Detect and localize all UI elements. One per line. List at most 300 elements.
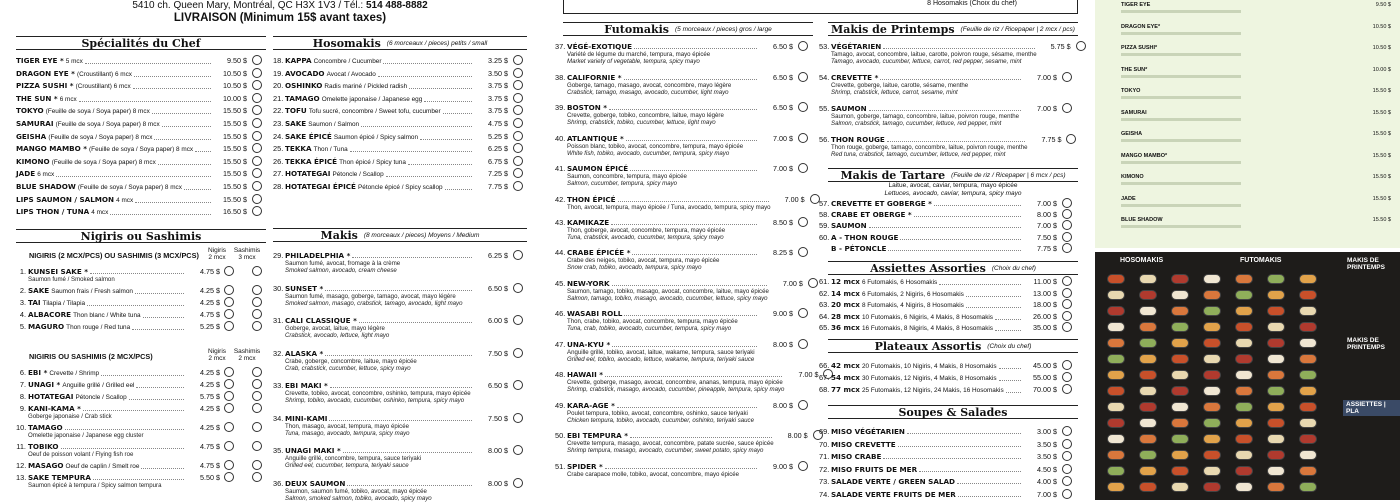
- order-checkbox[interactable]: [1066, 134, 1076, 144]
- sushi-photo-tile: [1139, 322, 1157, 332]
- item-desc: 6 mcx: [60, 96, 77, 103]
- section-title: Nigiris ou Sashimis: [81, 230, 202, 243]
- order-checkbox[interactable]: [513, 80, 523, 90]
- item-desc-fr: Goberge, avocat, laitue, mayo légère: [285, 325, 474, 332]
- item-desc: 16 Futomakis, 8 Nigiris, 4 Makis, 8 Hosomakis: [862, 325, 993, 332]
- item-desc: 20 Futomakis, 10 Nigiris, 4 Makis, 8 Hosomakis: [862, 363, 997, 370]
- item-desc: (Feuille de soya / Soya paper) 8 mcx: [56, 121, 160, 128]
- sushi-photo-tile: [1267, 338, 1285, 348]
- order-checkbox[interactable]: [513, 68, 523, 78]
- item-desc: Thon rouge / Red tuna: [66, 324, 130, 331]
- section-subtitle: (8 morceaux / pieces) Moyens / Medium: [364, 232, 480, 239]
- nigiri-heading-2: NIGIRIS OU SASHIMIS (2 MCX/PCS): [29, 352, 153, 361]
- tartare-description: Laitue, avocat, caviar, tempura, mayo épicée Lettuces, avocado, caviar, tempura, spicy mayo: [828, 182, 1078, 197]
- item-price: 3.75 $: [474, 106, 508, 115]
- order-checkbox[interactable]: [1062, 451, 1072, 461]
- item-price: 6.25 $: [474, 251, 508, 260]
- item-desc: 6 Futomakis, 6 Hosomakis: [862, 279, 937, 286]
- section-title: Futomakis: [604, 23, 669, 36]
- item-body: [285, 69, 474, 79]
- menu-item-row: [16, 473, 262, 489]
- photo-label: MAKIS DE PRINTEMPS: [1347, 337, 1385, 351]
- item-price: 4.25 $: [186, 298, 220, 307]
- item-body: [16, 144, 213, 154]
- item-desc: Thon épicé / Spicy tuna: [339, 159, 406, 166]
- menu-item-row: [273, 169, 523, 179]
- menu-item-row: [273, 381, 523, 405]
- order-checkbox[interactable]: [798, 41, 808, 51]
- order-checkbox[interactable]: [224, 460, 234, 470]
- item-body: [285, 284, 474, 308]
- order-checkbox[interactable]: [513, 156, 523, 166]
- item-body: [831, 135, 1027, 159]
- order-checkbox[interactable]: [1062, 489, 1072, 499]
- item-desc-fr: Thon, masago, avocat, tempura, mayo épicée: [285, 423, 474, 430]
- sushi-photo-tile: [1267, 450, 1285, 460]
- order-checkbox[interactable]: [798, 72, 808, 82]
- order-checkbox[interactable]: [1062, 243, 1072, 253]
- order-checkbox[interactable]: [252, 422, 262, 432]
- item-name: OSHINKO: [285, 81, 322, 90]
- item-number: 4.: [16, 310, 28, 319]
- order-checkbox[interactable]: [798, 247, 808, 257]
- section-futomakis: [563, 22, 813, 36]
- item-name: 20 mcx: [831, 300, 860, 309]
- order-checkbox[interactable]: [513, 93, 523, 103]
- order-checkbox[interactable]: [224, 441, 234, 451]
- item-body: [567, 431, 774, 455]
- item-body: [28, 473, 186, 489]
- sushi-photo-tile: [1235, 354, 1253, 364]
- menu-item-row: [819, 440, 1072, 449]
- item-body: [28, 298, 186, 308]
- order-checkbox[interactable]: [513, 168, 523, 178]
- sushi-photo-tile: [1139, 370, 1157, 380]
- item-number: 48.: [555, 370, 567, 379]
- order-checkbox[interactable]: [252, 181, 262, 191]
- order-checkbox[interactable]: [224, 309, 234, 319]
- item-price: 7.50 $: [1023, 233, 1057, 242]
- order-checkbox[interactable]: [1062, 426, 1072, 436]
- sushi-photo-tile: [1267, 386, 1285, 396]
- order-checkbox[interactable]: [798, 308, 808, 318]
- order-checkbox[interactable]: [1062, 464, 1072, 474]
- menu-item-row: [819, 300, 1072, 310]
- order-checkbox[interactable]: [1062, 103, 1072, 113]
- order-checkbox[interactable]: [252, 441, 262, 451]
- sushi-photo-tile: [1139, 482, 1157, 492]
- order-checkbox[interactable]: [252, 321, 262, 331]
- thumb-item-price: 15.50 $: [1373, 88, 1391, 94]
- order-checkbox[interactable]: [252, 472, 262, 482]
- item-number: 60.: [819, 233, 831, 242]
- item-desc: (Croustillant) 6 mcx: [76, 83, 131, 90]
- thumb-item-price: 10.00 $: [1373, 67, 1391, 73]
- order-checkbox[interactable]: [252, 403, 262, 413]
- item-number: 58.: [819, 210, 831, 219]
- item-body: [567, 370, 784, 394]
- order-checkbox[interactable]: [252, 168, 262, 178]
- item-desc: Avocat / Avocado: [327, 71, 376, 78]
- order-checkbox[interactable]: [224, 266, 234, 276]
- section-subtitle: (Feuille de riz / Ricepaper | 2 mcx / pcs): [961, 26, 1075, 33]
- item-name: MISO CREVETTE: [831, 440, 896, 449]
- order-checkbox[interactable]: [224, 422, 234, 432]
- thumb-item: [1121, 153, 1391, 164]
- sushi-photo-tile: [1299, 434, 1317, 444]
- section-title: Soupes & Salades: [898, 406, 1007, 419]
- menu-item-row: [819, 104, 1072, 128]
- order-checkbox[interactable]: [252, 391, 262, 401]
- sushi-photo-tile: [1203, 386, 1221, 396]
- order-checkbox[interactable]: [252, 93, 262, 103]
- item-name: DRAGON EYE *: [16, 69, 75, 78]
- order-checkbox[interactable]: [1062, 476, 1072, 486]
- item-name: 28 mcx: [831, 312, 860, 321]
- item-desc-en: Salmon, crabstick, tamago, cucumber, lettuce, red pepper, mint: [831, 120, 1023, 127]
- menu-item-row: [16, 157, 262, 167]
- order-checkbox[interactable]: [1062, 372, 1072, 382]
- order-checkbox[interactable]: [252, 143, 262, 153]
- order-checkbox[interactable]: [513, 413, 523, 423]
- thumb-item-price: 15.50 $: [1373, 153, 1391, 159]
- item-number: 27.: [273, 169, 285, 178]
- order-checkbox[interactable]: [252, 367, 262, 377]
- sushi-photo-tile: [1203, 402, 1221, 412]
- order-checkbox[interactable]: [513, 315, 523, 325]
- menu-item-row: [273, 119, 523, 129]
- sushi-photo-tile: [1299, 354, 1317, 364]
- item-name: 36 mcx: [831, 323, 860, 332]
- thumb-item-name: DRAGON EYE*: [1121, 24, 1160, 30]
- item-price: 7.00 $: [759, 164, 793, 173]
- order-checkbox[interactable]: [224, 297, 234, 307]
- item-desc: (Feuille de soya / Soya paper) 8 mcx: [46, 108, 150, 115]
- item-price: 5.75 $: [1037, 42, 1071, 51]
- order-checkbox[interactable]: [224, 367, 234, 377]
- item-name: KAPPA: [285, 56, 312, 65]
- phone-number: 514 488-8882: [366, 0, 428, 11]
- item-body: [567, 103, 759, 127]
- item-price: 8.00 $: [774, 431, 808, 440]
- menu-item-row: [555, 164, 808, 188]
- item-body: [831, 300, 1023, 310]
- sushi-photo-tile: [1235, 386, 1253, 396]
- menu-item-row: [16, 94, 262, 104]
- order-checkbox[interactable]: [513, 131, 523, 141]
- sushi-photo-tile: [1235, 370, 1253, 380]
- order-checkbox[interactable]: [798, 400, 808, 410]
- item-number: 25.: [273, 144, 285, 153]
- order-checkbox[interactable]: [798, 133, 808, 143]
- item-body: [285, 381, 474, 405]
- sushi-photo-tile: [1139, 386, 1157, 396]
- order-checkbox[interactable]: [252, 285, 262, 295]
- order-checkbox[interactable]: [798, 339, 808, 349]
- sushi-photo-tile: [1171, 482, 1189, 492]
- item-name: TIGER EYE *: [16, 56, 64, 65]
- order-checkbox[interactable]: [252, 68, 262, 78]
- section-subtitle: (Choix du chef): [987, 343, 1031, 350]
- sushi-photo-tile: [1299, 450, 1317, 460]
- item-number: 13.: [16, 473, 28, 482]
- item-desc: Saumon épicé / Spicy salmon: [334, 134, 418, 141]
- item-desc-fr: Crevette, goberge, masago, avocat, concombre, ananas, tempura, mayo épicée: [567, 379, 784, 386]
- order-checkbox[interactable]: [252, 379, 262, 389]
- order-checkbox[interactable]: [513, 250, 523, 260]
- item-body: [831, 477, 1023, 486]
- menu-item-row: [16, 380, 262, 390]
- item-body: [28, 392, 186, 402]
- order-checkbox[interactable]: [1062, 322, 1072, 332]
- menu-item-row: [819, 373, 1072, 383]
- item-body: [16, 56, 213, 66]
- order-checkbox[interactable]: [513, 283, 523, 293]
- order-checkbox[interactable]: [798, 217, 808, 227]
- order-checkbox[interactable]: [808, 278, 818, 288]
- sushi-photo-tile: [1139, 466, 1157, 476]
- item-price: 4.50 $: [1023, 465, 1057, 474]
- item-number: 65.: [819, 323, 831, 332]
- item-price: 4.75 $: [474, 119, 508, 128]
- item-price: 7.75 $: [1027, 135, 1061, 144]
- item-body: [831, 289, 1023, 299]
- item-name: VÉGÉTARIEN: [831, 42, 881, 51]
- sushi-photo-tile: [1203, 466, 1221, 476]
- thumb-item-price: 15.50 $: [1373, 110, 1391, 116]
- order-checkbox[interactable]: [513, 118, 523, 128]
- item-desc: Pétoncle épicé / Spicy scallop: [358, 184, 443, 191]
- item-number: 63.: [819, 300, 831, 309]
- menu-item-row: [555, 279, 808, 303]
- sushi-photo-tile: [1107, 402, 1125, 412]
- item-desc: 6 mcx: [37, 171, 54, 178]
- order-checkbox[interactable]: [1076, 41, 1086, 51]
- item-desc: Thon / Tuna: [314, 146, 348, 153]
- sushi-photo-tile: [1235, 290, 1253, 300]
- item-name: TEKKA: [285, 144, 312, 153]
- item-name: WASABI ROLL: [567, 309, 622, 318]
- order-checkbox[interactable]: [252, 156, 262, 166]
- item-number: 35.: [273, 446, 285, 455]
- order-checkbox[interactable]: [1062, 384, 1072, 394]
- thumb-item-name: BLUE SHADOW: [1121, 217, 1163, 223]
- order-checkbox[interactable]: [252, 297, 262, 307]
- menu-item-row: [555, 340, 808, 364]
- item-desc-en: White fish, tobiko, avocado, cucumber, tempura, spicy mayo: [567, 150, 759, 157]
- order-checkbox[interactable]: [513, 445, 523, 455]
- item-body: [16, 69, 213, 79]
- order-checkbox[interactable]: [252, 55, 262, 65]
- item-desc-en: Crabstick, avocado, lettuce, light mayo: [285, 332, 474, 339]
- item-desc: (Croustillant) 6 mcx: [77, 71, 132, 78]
- order-checkbox[interactable]: [513, 348, 523, 358]
- order-checkbox[interactable]: [224, 285, 234, 295]
- item-body: [16, 207, 213, 217]
- item-number: 21.: [273, 94, 285, 103]
- order-checkbox[interactable]: [224, 403, 234, 413]
- item-body: [28, 461, 186, 471]
- order-checkbox[interactable]: [1062, 439, 1072, 449]
- item-price: 4.00 $: [1023, 477, 1057, 486]
- item-number: 45.: [555, 279, 567, 288]
- item-price: 4.25 $: [186, 404, 220, 413]
- item-body: [567, 401, 759, 425]
- item-name: KAMIKAZE: [567, 218, 609, 227]
- sushi-photo-tile: [1299, 482, 1317, 492]
- order-checkbox[interactable]: [1062, 288, 1072, 298]
- item-desc-en: Smoked salmon, masago, crabstick, tamago, avocado, light mayo: [285, 300, 474, 307]
- sushi-photo-tile: [1107, 354, 1125, 364]
- order-checkbox[interactable]: [252, 80, 262, 90]
- order-checkbox[interactable]: [252, 266, 262, 276]
- order-checkbox[interactable]: [252, 206, 262, 216]
- order-checkbox[interactable]: [513, 380, 523, 390]
- item-desc-fr: Crevette, tobiko, avocat, concombre, oshinko, tempura, mayo épicée: [285, 390, 474, 397]
- item-number: 42.: [555, 195, 567, 204]
- order-checkbox[interactable]: [1062, 198, 1072, 208]
- order-checkbox[interactable]: [1062, 209, 1072, 219]
- item-desc: Crevette / Shrimp: [49, 370, 99, 377]
- sushi-photo-tile: [1235, 418, 1253, 428]
- item-price: 15.50 $: [213, 169, 247, 178]
- menu-item-row: [555, 42, 808, 66]
- order-checkbox[interactable]: [1062, 72, 1072, 82]
- order-checkbox[interactable]: [224, 472, 234, 482]
- item-number: 64.: [819, 312, 831, 321]
- item-number: 24.: [273, 132, 285, 141]
- item-desc-2: Saumon fumé / Smoked salmon: [28, 276, 186, 283]
- order-checkbox[interactable]: [252, 194, 262, 204]
- order-checkbox[interactable]: [1062, 360, 1072, 370]
- order-checkbox[interactable]: [513, 181, 523, 191]
- menu-item-row: [273, 132, 523, 142]
- order-checkbox[interactable]: [224, 379, 234, 389]
- item-price: 7.75 $: [1023, 244, 1057, 253]
- item-desc-fr: Thon, crabe, tobiko, avocat, concombre, tempura, mayo épicée: [567, 318, 759, 325]
- menu-item-row: [16, 461, 262, 471]
- menu-item-row: [555, 73, 808, 97]
- item-number: 8.: [16, 392, 28, 401]
- thumb-item-price: 15.50 $: [1373, 217, 1391, 223]
- order-checkbox[interactable]: [798, 461, 808, 471]
- item-price: 6.50 $: [474, 381, 508, 390]
- order-checkbox[interactable]: [1062, 311, 1072, 321]
- item-price: 4.25 $: [186, 380, 220, 389]
- item-name: KANI-KAMA *: [28, 404, 81, 413]
- item-price: 8.00 $: [759, 401, 793, 410]
- sushi-photo-tile: [1203, 434, 1221, 444]
- item-body: [831, 73, 1023, 97]
- menu-item-row: [16, 310, 262, 320]
- item-price: 7.00 $: [784, 370, 818, 379]
- menu-item-row: [555, 103, 808, 127]
- order-checkbox[interactable]: [1062, 220, 1072, 230]
- order-checkbox[interactable]: [513, 478, 523, 488]
- item-desc: Tilapia / Tilapia: [43, 300, 85, 307]
- order-checkbox[interactable]: [252, 309, 262, 319]
- thumb-item-price: 15.50 $: [1373, 174, 1391, 180]
- order-checkbox[interactable]: [798, 102, 808, 112]
- item-body: [831, 373, 1023, 383]
- item-desc: Anguille grillé / Grilled eel: [62, 382, 134, 389]
- order-checkbox[interactable]: [513, 143, 523, 153]
- item-desc-en: Crabstick, tamago, masago, avocado, cucumber, light mayo: [567, 89, 759, 96]
- order-checkbox[interactable]: [513, 105, 523, 115]
- item-number: 10.: [16, 423, 28, 432]
- menu-item-row: [819, 361, 1072, 371]
- order-checkbox[interactable]: [224, 321, 234, 331]
- item-number: 33.: [273, 381, 285, 390]
- menu-item-row: [16, 69, 262, 79]
- item-body: [831, 490, 1023, 499]
- order-checkbox[interactable]: [513, 55, 523, 65]
- menu-item-row: [819, 135, 1072, 159]
- order-checkbox[interactable]: [1062, 276, 1072, 286]
- sushi-photo-tile: [1267, 354, 1285, 364]
- item-price: 3.25 $: [474, 56, 508, 65]
- item-price: 6.50 $: [474, 284, 508, 293]
- menu-item-row: [555, 401, 808, 425]
- sushi-photo-tile: [1107, 450, 1125, 460]
- item-desc-en: Chicken tempura, tobiko, avocado, cucumber, oshinko, teriyaki sauce: [567, 417, 759, 424]
- item-desc-fr: Crevette, goberge, tobiko, concombre, laitue, mayo légère: [567, 112, 759, 119]
- item-body: [831, 312, 1023, 322]
- item-body: [285, 169, 474, 179]
- item-desc-fr: Thon, goberge, avocat, concombre, tempura, mayo épicée: [567, 227, 759, 234]
- order-checkbox[interactable]: [1062, 232, 1072, 242]
- item-name: CRABE ÉPICÉE *: [567, 248, 630, 257]
- order-checkbox[interactable]: [252, 131, 262, 141]
- order-checkbox[interactable]: [1062, 299, 1072, 309]
- item-desc: Saumon / Salmon: [308, 121, 359, 128]
- item-name: EBI TEMPURA *: [567, 431, 628, 440]
- sushi-photo-tile: [1299, 322, 1317, 332]
- item-name: 42 mcx: [831, 361, 860, 370]
- order-checkbox[interactable]: [798, 163, 808, 173]
- item-body: [285, 56, 474, 66]
- order-checkbox[interactable]: [252, 460, 262, 470]
- item-name: MISO FRUITS DE MER: [831, 465, 917, 474]
- sushi-photo-tile: [1203, 354, 1221, 364]
- order-checkbox[interactable]: [252, 105, 262, 115]
- sushi-photo-tile: [1107, 322, 1125, 332]
- item-number: 37.: [555, 42, 567, 51]
- item-name: CALI CLASSIQUE *: [285, 316, 357, 325]
- sushi-photo-tile: [1203, 370, 1221, 380]
- item-desc: Pétoncle / Scallop: [75, 394, 126, 401]
- item-number: 61.: [819, 277, 831, 286]
- item-price: 15.50 $: [213, 182, 247, 191]
- menu-item-row: [16, 392, 262, 402]
- menu-item-row: [555, 195, 808, 211]
- order-checkbox[interactable]: [252, 118, 262, 128]
- order-checkbox[interactable]: [224, 391, 234, 401]
- item-price: 3.50 $: [1023, 440, 1057, 449]
- menu-item-row: [819, 490, 1072, 499]
- item-price: 15.50 $: [213, 106, 247, 115]
- section-assorted: [828, 261, 1078, 275]
- item-body: [285, 94, 474, 104]
- item-number: 55.: [819, 104, 831, 113]
- menu-item-row: [16, 56, 262, 66]
- thumb-item: [1121, 88, 1391, 99]
- item-desc: 10 Futomakis, 6 Nigiris, 4 Makis, 8 Hosomakis: [862, 314, 993, 321]
- menu-item-row: [819, 73, 1072, 97]
- item-desc-en: Tuna, crab, tobiko, avocado, cucumber, tempura, spicy mayo: [567, 325, 759, 332]
- item-number: 3.: [16, 298, 28, 307]
- item-price: 4.25 $: [186, 423, 220, 432]
